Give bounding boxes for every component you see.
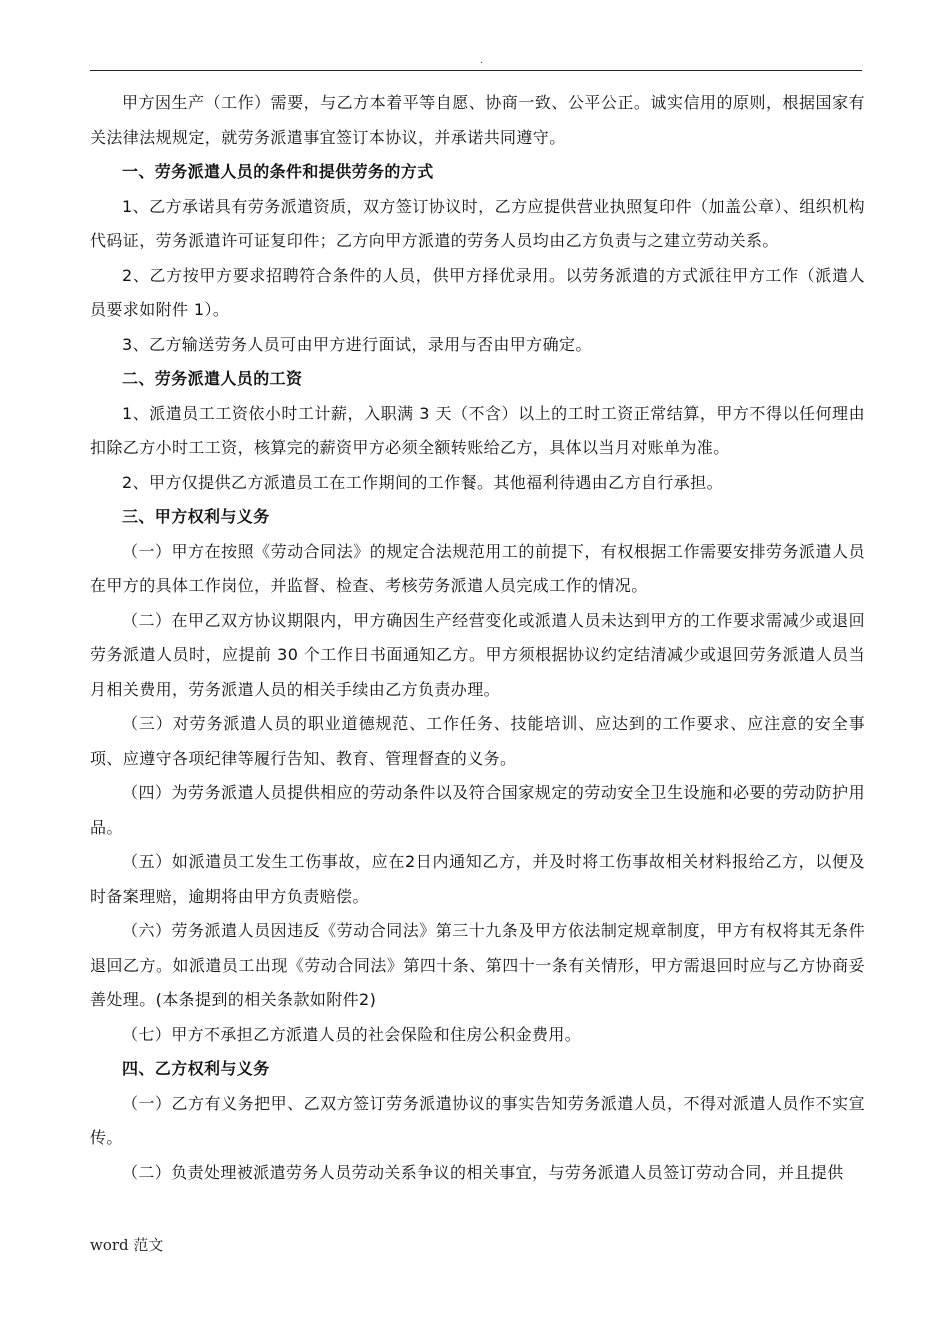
paragraph: （六）劳务派遣人员因违反《劳动合同法》第三十九条及甲方依法制定规章制度，甲方有权将其无条件退回乙方。如派遣员工出现《劳动合同法》第四十条、第四十一条有关情形，甲方需退回时应与乙方协商妥善处理。(本条提到的相关条款如附件2) [90,921,865,1009]
paragraph: 2、乙方按甲方要求招聘符合条件的人员，供甲方择优录用。以劳务派遣的方式派往甲方工作（派遣人员要求如附件 1）。 [90,265,865,319]
section-heading-2: 二、劳务派遣人员的工资 [122,369,303,388]
section-heading-4: 四、乙方权利与义务 [122,1059,270,1078]
header-mark: . [480,55,484,66]
paragraph: （二）在甲乙双方协议期限内，甲方确因生产经营变化或派遣人员未达到甲方的工作要求需减少或退回劳务派遣人员时，应提前 30 个工作日书面通知乙方。甲方须根据协议约定结清减少或退回劳务派遣人员当月相关费用，劳务派遣人员的相关手续由乙方负责办理。 [90,610,865,699]
paragraph: （四）为劳务派遣人员提供相应的劳动条件以及符合国家规定的劳动安全卫生设施和必要的劳动防护用品。 [90,783,865,837]
document-body [90,86,865,1190]
footer-text: word 范文 [90,1236,164,1254]
paragraph: （七）甲方不承担乙方派遣人员的社会保险和住房公积金费用。 [122,1024,582,1044]
section-heading-1: 一、劳务派遣人员的条件和提供劳务的方式 [122,162,434,181]
paragraph: 1、乙方承诺具有劳务派遣资质，双方签订协议时，乙方应提供营业执照复印件（加盖公章）、组织机构代码证，劳务派遣许可证复印件；乙方向甲方派遣的劳务人员均由乙方负责与之建立劳动关系。 [90,196,865,250]
paragraph: （三）对劳务派遣人员的职业道德规范、工作任务、技能培训、应达到的工作要求、应注意的安全事项、应遵守各项纪律等履行告知、教育、管理督查的义务。 [90,714,865,768]
paragraph: （二）负责处理被派遣劳务人员劳动关系争议的相关事宜，与劳务派遣人员签订劳动合同，并且提供 [122,1162,844,1182]
header-rule [90,70,862,71]
paragraph: （五）如派遣员工发生工伤事故，应在2日内通知乙方，并及时将工伤事故相关材料报给乙方，以便及时备案理赔，逾期将由甲方负责赔偿。 [90,852,865,906]
paragraph: 1、派遣员工工资依小时工计薪，入职满 3 天（不含）以上的工时工资正常结算，甲方不得以任何理由扣除乙方小时工工资，核算完的薪资甲方必须全额转账给乙方，具体以当月对账单为准。 [90,403,865,457]
paragraph: （一）甲方在按照《劳动合同法》的规定合法规范用工的前提下，有权根据工作需要安排劳务派遣人员在甲方的具体工作岗位，并监督、检查、考核劳务派遣人员完成工作的情况。 [90,541,865,595]
paragraph-intro: 甲方因生产（工作）需要，与乙方本着平等自愿、协商一致、公平公正。诚实信用的原则，根据国家有关法律法规规定，就劳务派遣事宜签订本协议，并承诺共同遵守。 [90,93,865,147]
paragraph: （一）乙方有义务把甲、乙双方签订劳务派遣协议的事实告知劳务派遣人员，不得对派遣人员作不实宣传。 [90,1093,865,1147]
section-heading-3: 三、甲方权利与义务 [122,507,270,526]
paragraph: 3、乙方输送劳务人员可由甲方进行面试，录用与否由甲方确定。 [122,334,592,354]
paragraph: 2、甲方仅提供乙方派遣员工在工作期间的工作餐。其他福利待遇由乙方自行承担。 [122,472,723,492]
